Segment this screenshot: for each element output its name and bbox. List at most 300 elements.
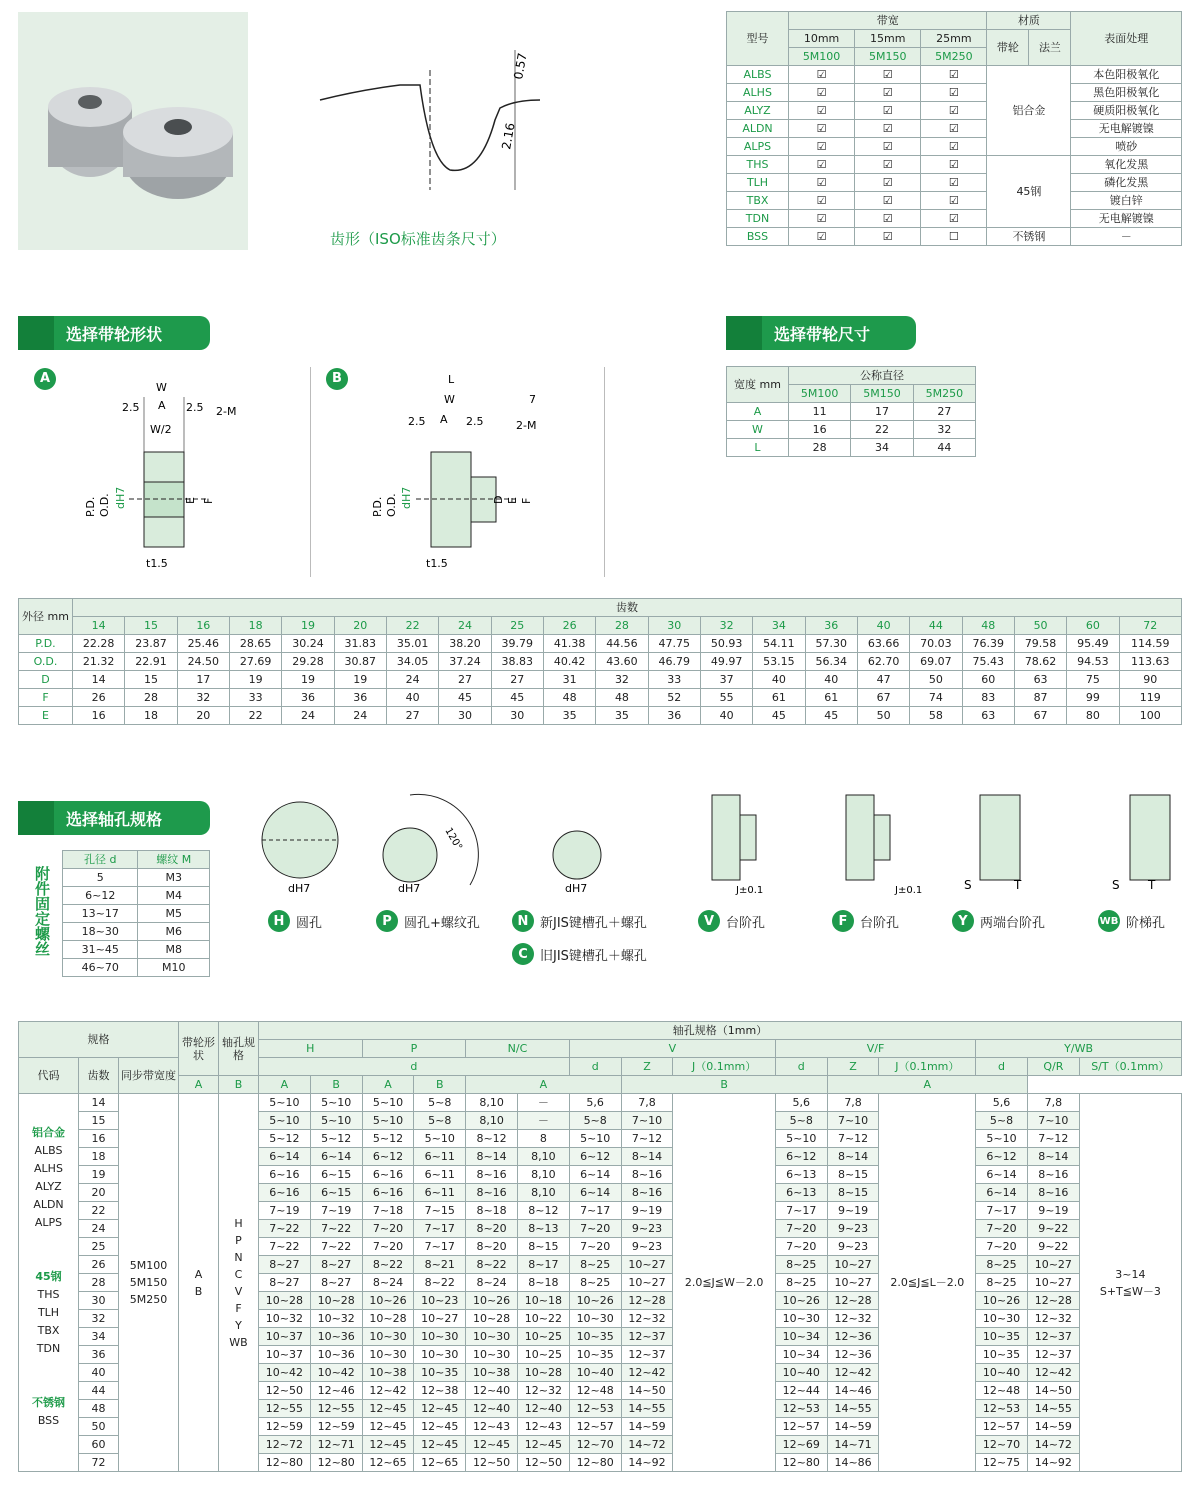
table-cell: 8~27 (259, 1256, 311, 1274)
table-cell: 7~17 (775, 1202, 827, 1220)
teeth-count: 18 (79, 1148, 119, 1166)
table-cell: 10~36 (310, 1328, 362, 1346)
code-label: ALDN (33, 1198, 64, 1211)
table-cell: 12~43 (517, 1418, 569, 1436)
table-cell: 8,10 (466, 1112, 518, 1130)
table-cell: 50.93 (700, 635, 752, 653)
shape-b-drawing (326, 367, 586, 577)
table-cell: 62.70 (857, 653, 909, 671)
table-cell: 8~14 (1027, 1148, 1079, 1166)
table-cell: 10~32 (259, 1310, 311, 1328)
table-cell: 90 (1119, 671, 1181, 689)
teeth-count: 22 (79, 1202, 119, 1220)
table-cell: 7~17 (569, 1202, 621, 1220)
table-row (727, 84, 1182, 102)
table-cell: 7~10 (1027, 1112, 1079, 1130)
table-cell: 9~22 (1027, 1220, 1079, 1238)
check-icon: ☑ (921, 192, 987, 210)
table-cell: 12~42 (1027, 1364, 1079, 1382)
table-cell: 14 (73, 671, 125, 689)
bore-n-label: 新JIS键槽孔＋螺孔 (540, 915, 647, 931)
table-cell: 44.56 (596, 635, 648, 653)
table-cell: 12~43 (466, 1418, 518, 1436)
code-label: ALHS (34, 1162, 63, 1175)
table-cell: 8~27 (310, 1274, 362, 1292)
table-cell: 46~70 (63, 959, 138, 977)
bore-label: H (234, 1216, 243, 1230)
table-cell: 14~46 (827, 1382, 879, 1400)
bore-v-label: 台阶孔 (726, 915, 766, 931)
table-cell: 10~26 (569, 1292, 621, 1310)
table-cell: 12~37 (1027, 1346, 1079, 1364)
table-cell: 12~45 (414, 1418, 466, 1436)
table-cell: 7~17 (976, 1202, 1028, 1220)
table-cell: 8~25 (775, 1274, 827, 1292)
th-shape: 带轮形状 (179, 1022, 219, 1076)
row-key: O.D. (19, 653, 73, 671)
bore-label: F (235, 1301, 242, 1315)
table-cell: 49.97 (700, 653, 752, 671)
th-count: 40 (857, 617, 909, 635)
table-cell: 31~45 (63, 941, 138, 959)
surface: 无电解镀镍 (1071, 120, 1182, 138)
check-icon: ☑ (855, 66, 921, 84)
shape-b-badge: B (326, 368, 348, 390)
product-photo (18, 12, 248, 250)
table-cell: 10~27 (414, 1310, 466, 1328)
table-cell: 12~75 (976, 1454, 1028, 1472)
table-cell: 6~16 (362, 1166, 414, 1184)
th-width: 带宽 (789, 12, 987, 30)
table-cell: 12~46 (310, 1382, 362, 1400)
table-cell: 7~22 (310, 1238, 362, 1256)
table-cell: 94.53 (1067, 653, 1119, 671)
table-cell: 14~86 (827, 1454, 879, 1472)
th-model: 型号 (727, 12, 789, 66)
bore-label: WB (229, 1335, 248, 1349)
table-cell: 8~25 (976, 1256, 1028, 1274)
table-cell: 12~45 (414, 1400, 466, 1418)
table-cell: 6~14 (569, 1184, 621, 1202)
shape-label: B (194, 1284, 203, 1298)
check-icon: ☑ (855, 84, 921, 102)
th-count: 50 (1014, 617, 1066, 635)
th-a: A (466, 1076, 621, 1094)
table-cell: 12~57 (775, 1418, 827, 1436)
table-cell: 26 (73, 689, 125, 707)
st-rule (1079, 1094, 1181, 1472)
table-cell: 12~36 (827, 1328, 879, 1346)
table-cell: 6~13 (775, 1166, 827, 1184)
svg-text:0.57: 0.57 (511, 51, 530, 81)
table-cell: 8~20 (466, 1238, 518, 1256)
th-w: 25mm (921, 30, 987, 48)
table-cell: 22.28 (73, 635, 125, 653)
th-d: d (259, 1058, 570, 1076)
table-cell: 33 (229, 689, 281, 707)
table-cell: 10~36 (310, 1346, 362, 1364)
table-cell: 36 (282, 689, 334, 707)
table-cell: 7~20 (976, 1238, 1028, 1256)
th-code: 5M100 (789, 385, 851, 403)
table-cell: 67 (1014, 707, 1066, 725)
table-cell: 14~50 (1027, 1382, 1079, 1400)
table-cell: 12~45 (466, 1436, 518, 1454)
bore-n-badge: N (512, 910, 534, 932)
section-bore (18, 801, 210, 835)
table-row (19, 707, 1182, 725)
table-cell: 36 (334, 689, 386, 707)
teeth-count: 48 (79, 1400, 119, 1418)
vf-j-rule: 2.0≦J≦L－2.0 (879, 1094, 976, 1472)
table-cell: 113.63 (1119, 653, 1181, 671)
table-cell: 16 (789, 421, 851, 439)
table-cell: 8~16 (621, 1166, 673, 1184)
dim-dh7: dH7 (565, 882, 588, 895)
table-cell: 10~30 (362, 1328, 414, 1346)
table-cell: 12~28 (621, 1292, 673, 1310)
bore-label: C (234, 1267, 243, 1281)
table-cell: 8~21 (414, 1256, 466, 1274)
model-code: TLH (727, 174, 789, 192)
th-count: 72 (1119, 617, 1181, 635)
teeth-count: 15 (79, 1112, 119, 1130)
check-icon: ☑ (789, 138, 855, 156)
table-row (727, 421, 976, 439)
th-z: Z (827, 1058, 879, 1076)
table-cell: 35 (596, 707, 648, 725)
table-cell: 45 (805, 707, 857, 725)
dim-t15: t1.5 (426, 557, 448, 570)
table-cell: 14~59 (827, 1418, 879, 1436)
table-cell: 40 (753, 671, 805, 689)
check-icon: ☑ (789, 192, 855, 210)
dim-d: D (492, 495, 505, 504)
table-cell: 24 (282, 707, 334, 725)
bore-wb-badge: WB (1098, 910, 1120, 932)
table-cell: 5,6 (569, 1094, 621, 1112)
table-cell: 6~16 (362, 1184, 414, 1202)
table-cell: 12~37 (1027, 1328, 1079, 1346)
teeth-count: 25 (79, 1238, 119, 1256)
dim-e: E (184, 497, 197, 504)
th-width: 宽度 mm (727, 367, 789, 403)
table-cell: 7~12 (1027, 1130, 1079, 1148)
table-cell: 11 (789, 403, 851, 421)
table-cell: 8~24 (362, 1274, 414, 1292)
table-cell: 10~18 (517, 1292, 569, 1310)
table-cell: 79.58 (1014, 635, 1066, 653)
table-cell: 52 (648, 689, 700, 707)
bore-wb-label: 阶梯孔 (1126, 915, 1166, 931)
table-cell: － (517, 1094, 569, 1112)
check-icon: ☑ (789, 156, 855, 174)
size-key: W (727, 421, 789, 439)
table-cell: 12~36 (827, 1346, 879, 1364)
table-cell: 9~23 (621, 1238, 673, 1256)
table-cell: 8~15 (827, 1184, 879, 1202)
table-row (727, 228, 1182, 246)
table-cell: 10~34 (775, 1328, 827, 1346)
table-cell: 7~20 (569, 1220, 621, 1238)
table-cell: 47 (857, 671, 909, 689)
table-cell: － (517, 1112, 569, 1130)
table-cell: 21.32 (73, 653, 125, 671)
table-cell: 10~30 (362, 1346, 414, 1364)
table-cell: 12~80 (775, 1454, 827, 1472)
th-count: 36 (805, 617, 857, 635)
table-cell: 12~65 (414, 1454, 466, 1472)
row-key: E (19, 707, 73, 725)
table-cell: 38.83 (491, 653, 543, 671)
th-bore: 轴孔规格 (219, 1022, 259, 1076)
size-key: L (727, 439, 789, 457)
check-icon: ☐ (921, 228, 987, 246)
th-od: 外径 mm (19, 599, 73, 635)
table-cell: 7~10 (621, 1112, 673, 1130)
code-label: ALBS (34, 1144, 63, 1157)
table-cell: 10~22 (517, 1310, 569, 1328)
table-cell: 30.87 (334, 653, 386, 671)
table-cell: 24 (386, 671, 438, 689)
table-cell: 12~55 (259, 1400, 311, 1418)
th-sync: 同步带宽度 (119, 1058, 179, 1094)
table-cell: 7~17 (414, 1220, 466, 1238)
table-cell: 6~16 (259, 1184, 311, 1202)
bore-h (268, 910, 322, 932)
dim-w: W (444, 393, 455, 406)
table-cell: 9~19 (827, 1202, 879, 1220)
table-cell: 19 (282, 671, 334, 689)
check-icon: ☑ (921, 174, 987, 192)
table-cell: M8 (138, 941, 210, 959)
th-nominal: 公称直径 (789, 367, 976, 385)
dim-od: O.D. (385, 493, 398, 517)
table-cell: 10~28 (517, 1364, 569, 1382)
model-code: ALDN (727, 120, 789, 138)
dim-e: E (506, 497, 519, 504)
table-cell: 10~42 (259, 1364, 311, 1382)
table-cell: 47.75 (648, 635, 700, 653)
check-icon: ☑ (921, 102, 987, 120)
teeth-table (18, 598, 1182, 725)
table-cell: 55 (700, 689, 752, 707)
table-cell: 14~72 (621, 1436, 673, 1454)
table-cell: M5 (138, 905, 210, 923)
table-row (19, 635, 1182, 653)
table-cell: 8~16 (1027, 1184, 1079, 1202)
table-cell: 12~32 (827, 1310, 879, 1328)
table-cell: 12~50 (466, 1454, 518, 1472)
table-cell: 14~72 (1027, 1436, 1079, 1454)
table-cell: 12~40 (517, 1400, 569, 1418)
table-cell: 14~50 (621, 1382, 673, 1400)
table-row (19, 653, 1182, 671)
table-cell: 41.38 (543, 635, 595, 653)
table-cell: 33 (648, 671, 700, 689)
table-row (727, 102, 1182, 120)
model-code: ALBS (727, 66, 789, 84)
table-cell: 10~30 (976, 1310, 1028, 1328)
table-cell: 10~27 (621, 1256, 673, 1274)
table-cell: 10~27 (827, 1274, 879, 1292)
table-cell: 10~28 (466, 1310, 518, 1328)
table-cell: 12~32 (1027, 1310, 1079, 1328)
check-icon: ☑ (789, 120, 855, 138)
surface: 喷砂 (1071, 138, 1182, 156)
v-j-rule: 2.0≦J≦W－2.0 (673, 1094, 776, 1472)
th-b: B (621, 1076, 827, 1094)
dim-a: A (158, 399, 166, 412)
section-bore-label: 选择轴孔规格 (66, 809, 163, 829)
check-icon: ☑ (921, 120, 987, 138)
table-row (19, 689, 1182, 707)
th-a: A (179, 1076, 219, 1094)
teeth-count: 32 (79, 1310, 119, 1328)
th-count: 20 (334, 617, 386, 635)
table-cell: 6~14 (259, 1148, 311, 1166)
table-row (63, 923, 210, 941)
bore-p-badge: P (376, 910, 398, 932)
table-cell: 10~32 (310, 1310, 362, 1328)
teeth-count: 26 (79, 1256, 119, 1274)
model-code: TDN (727, 210, 789, 228)
model-code: ALYZ (727, 102, 789, 120)
table-cell: 53.15 (753, 653, 805, 671)
table-row (727, 138, 1182, 156)
check-icon: ☑ (855, 102, 921, 120)
st-label: S+T≦W－3 (1099, 1284, 1161, 1298)
dim-2m: 2-M (216, 405, 237, 418)
surface: 磷化发黑 (1071, 174, 1182, 192)
teeth-count: 50 (79, 1418, 119, 1436)
th-count: 14 (73, 617, 125, 635)
table-cell: 29.28 (282, 653, 334, 671)
table-cell: 12~42 (827, 1364, 879, 1382)
table-cell: 5~10 (775, 1130, 827, 1148)
table-cell: 19 (334, 671, 386, 689)
table-cell: 7,8 (827, 1094, 879, 1112)
table-cell: 10~40 (775, 1364, 827, 1382)
table-cell: 70.03 (910, 635, 962, 653)
th-count: 15 (125, 617, 177, 635)
table-cell: 12~80 (569, 1454, 621, 1472)
screw-table (62, 850, 210, 977)
table-cell: 10~40 (569, 1364, 621, 1382)
table-cell: 14~59 (1027, 1418, 1079, 1436)
table-cell: 22.91 (125, 653, 177, 671)
table-cell: 35 (543, 707, 595, 725)
th-code: 代码 (19, 1058, 79, 1094)
surface: 镀白锌 (1071, 192, 1182, 210)
code-label: 铝合金 (32, 1126, 65, 1139)
th-a: A (259, 1076, 311, 1094)
table-cell: 12~44 (775, 1382, 827, 1400)
table-cell: 50 (857, 707, 909, 725)
table-cell: 6~12 (569, 1148, 621, 1166)
table-cell: 10~27 (621, 1274, 673, 1292)
table-cell: 5~12 (310, 1130, 362, 1148)
table-cell: 27 (913, 403, 975, 421)
table-cell: 8~27 (310, 1256, 362, 1274)
table-cell: 61 (805, 689, 857, 707)
table-cell: 5~8 (569, 1112, 621, 1130)
table-cell: 9~19 (1027, 1202, 1079, 1220)
teeth-count: 44 (79, 1382, 119, 1400)
table-cell: 7~20 (976, 1220, 1028, 1238)
section-size (726, 316, 916, 350)
table-cell: M10 (138, 959, 210, 977)
table-cell: 5~10 (259, 1112, 311, 1130)
check-icon: ☑ (855, 192, 921, 210)
th-j: J（0.1mm） (879, 1058, 976, 1076)
table-cell: 10~30 (414, 1346, 466, 1364)
table-cell: 12~57 (569, 1418, 621, 1436)
table-cell: 14~59 (621, 1418, 673, 1436)
table-cell: 9~23 (827, 1238, 879, 1256)
table-cell: 36 (648, 707, 700, 725)
divider (604, 367, 605, 577)
table-cell: 12~80 (259, 1454, 311, 1472)
table-cell: 28 (789, 439, 851, 457)
table-cell: 48 (543, 689, 595, 707)
table-row (63, 905, 210, 923)
table-row (63, 941, 210, 959)
dim-w2: W/2 (150, 423, 172, 436)
table-cell: 8~13 (517, 1220, 569, 1238)
sync-label: 5M250 (129, 1293, 168, 1306)
table-cell: 14~71 (827, 1436, 879, 1454)
check-icon: ☑ (789, 174, 855, 192)
table-cell: 5~12 (362, 1130, 414, 1148)
table-cell: 6~14 (569, 1166, 621, 1184)
code-label: BSS (37, 1414, 60, 1427)
check-icon: ☑ (921, 84, 987, 102)
table-cell: 7,8 (621, 1094, 673, 1112)
surface: － (1071, 228, 1182, 246)
check-icon: ☑ (855, 156, 921, 174)
table-cell: 12~53 (569, 1400, 621, 1418)
surface: 氧化发黑 (1071, 156, 1182, 174)
pulley-image (18, 12, 248, 250)
table-cell: 24 (334, 707, 386, 725)
table-cell: 8~15 (517, 1238, 569, 1256)
table-cell: 58 (910, 707, 962, 725)
table-cell: 7~15 (414, 1202, 466, 1220)
th-count: 28 (596, 617, 648, 635)
section-shape-label: 选择带轮形状 (66, 324, 163, 344)
teeth-count: 19 (79, 1166, 119, 1184)
check-icon: ☑ (855, 228, 921, 246)
table-cell: 12~28 (1027, 1292, 1079, 1310)
th-count: 48 (962, 617, 1014, 635)
material-45: 45钢 (987, 156, 1071, 228)
bore-label: V (234, 1284, 243, 1298)
table-cell: 8,10 (517, 1166, 569, 1184)
th-group: H (259, 1040, 363, 1058)
table-cell: 8,10 (517, 1148, 569, 1166)
dim-25: 2.5 (408, 415, 426, 428)
check-icon: ☑ (855, 138, 921, 156)
tooth-caption: 齿形（ISO标准齿条尺寸） (330, 230, 506, 248)
dim-f: F (520, 497, 533, 504)
shape-a (34, 367, 294, 577)
table-cell: 24.50 (177, 653, 229, 671)
table-cell: 7~12 (621, 1130, 673, 1148)
table-cell: 17 (851, 403, 913, 421)
table-cell: 6~12 (63, 887, 138, 905)
th-qr: Q/R (1027, 1058, 1079, 1076)
